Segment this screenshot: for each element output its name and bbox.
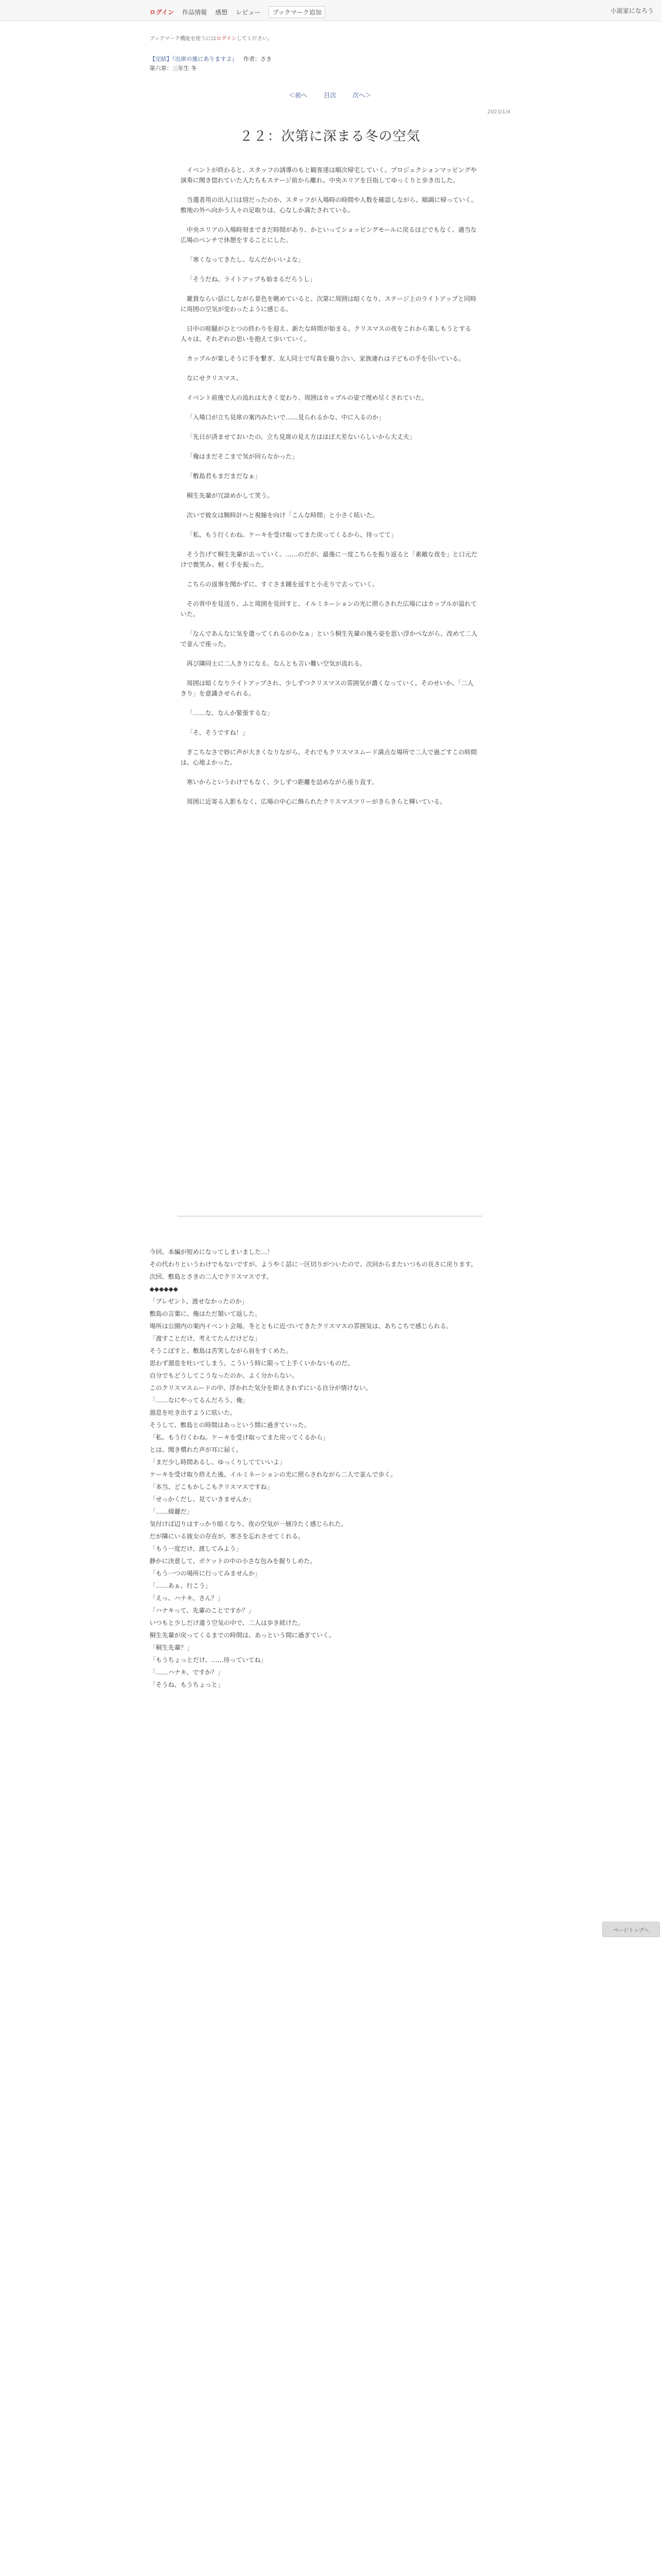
body-paragraph: 日中の喧騒がひとつの終わりを迎え、新たな時間が始まる。クリスマスの夜をこれから楽しもうとする人々は、それぞれの思いを抱えて歩いていく。: [180, 325, 472, 343]
site-brand[interactable]: 小説家になろう: [610, 7, 654, 14]
body-paragraph: その背中を見送り、ふと周囲を見回すと、イルミネーションの光に照らされた広場にはカップルが溢れていた。: [180, 600, 477, 618]
afterword-paragraph: そうして、敷島との時間はあっという間に過ぎていった。: [150, 1421, 310, 1429]
afterword-paragraph: 「……あぁ、行こう」: [150, 1582, 211, 1589]
afterword-paragraph: 溜息を吐き出すように呟いた。: [150, 1409, 237, 1416]
bookmark-login-link[interactable]: ログイン: [216, 36, 237, 42]
body-paragraph: 雑貨ならい話にしながら景色を眺めていると、次第に周囲は暗くなり、ステージ上のライトアップと同時に周囲の空気が変わったように感じる。: [180, 295, 476, 313]
prev-chapter-link[interactable]: ＜前へ: [289, 92, 308, 99]
afterword-paragraph: 「……なにやってるんだろう、俺」: [150, 1397, 249, 1404]
afterword-paragraph: 静かに決意して、ポケットの中の小さな包みを握りしめた。: [150, 1557, 317, 1565]
series-info: [150, 55, 272, 63]
author-link[interactable]: 作者：さき: [243, 56, 272, 62]
afterword-paragraph: このクリスマスムードの中、浮かれた気分を抑えきれずにいる自分が情けない。: [150, 1384, 372, 1392]
afterword-paragraph: 今回、本編が短めになってしまいました…！: [150, 1248, 274, 1256]
body-paragraph: イベントが終わると、スタッフの誘導のもと観客達は順次帰宅していく。プロジェクションマッピングや演奏に聞き惚れていた人たちもステージ前から離れ、中央エリアを目指してゆっくりと歩き出した。: [180, 166, 477, 184]
body-paragraph: 「そ、そうですね！」: [187, 729, 249, 736]
afterword-paragraph: 思わず溜息を吐いてしまう。こういう時に限って上手くいかないものだ。: [150, 1360, 354, 1367]
afterword-paragraph: 「私、もう行くわね。ケーキを受け取ってまた戻ってくるから」: [150, 1434, 329, 1441]
page-top-button[interactable]: ページトップへ: [602, 1922, 660, 1937]
bookmark-notice-suffix: してください。: [236, 36, 273, 42]
afterword-paragraph: 「せっかくだし、見ていきませんか」: [150, 1496, 255, 1503]
body-paragraph: 「敷島君もまだまだなぁ」: [187, 472, 261, 480]
body-paragraph: イベント前後で人の流れは大きく変わり、周囲はカップルの姿で埋め尽くされていた。: [187, 394, 428, 401]
publish-date: 2023/1/4: [487, 109, 510, 115]
afterword-paragraph: ◆◆◆◆◆◆: [150, 1285, 178, 1293]
body-paragraph: 当選者用の出入口は別だったのか、スタッフが入場時の時間や人数を確認しながら、順調に帰っていく。敷地の外へ向かう人々の足取りは、心なしか満たされている。: [180, 196, 477, 214]
table-of-contents-link[interactable]: 目次: [323, 92, 336, 99]
chapter-body: [180, 165, 479, 816]
afterword-paragraph: 「もう一度だけ、渡してみよう」: [150, 1545, 242, 1552]
afterword: [150, 1247, 510, 1692]
body-paragraph: 「なんであんなに気を遣ってくれるのかなぁ」という桐生先輩の後ろ姿を思い浮かべながら、改めて二人で並んで座った。: [180, 630, 478, 648]
afterword-paragraph: 場所は公園内の案内イベント会場。冬とともに近づいてきたクリスマスの雰囲気は、あちこちで感じられる。: [150, 1323, 453, 1330]
afterword-paragraph: 「そうね、もうちょっと」: [150, 1681, 224, 1688]
body-paragraph: 「先日が済ませておいたの。立ち見席の見え方はほぼ大差ないらしいから大丈夫」: [187, 433, 416, 440]
next-chapter-link[interactable]: 次へ＞: [352, 92, 371, 99]
afterword-paragraph: 「渡すことだけ、考えてたんだけどな」: [150, 1335, 261, 1342]
afterword-paragraph: 自分でもどうしてこうなったのか、よく分からない。: [150, 1372, 299, 1379]
bookmark-notice-text: ブックマーク機能を使うには: [150, 36, 217, 42]
afterword-paragraph: 次回、敷島とさきの二人でクリスマスです。: [150, 1273, 273, 1280]
body-paragraph: 周囲は暗くなりライトアップされ、少しずつクリスマスの雰囲気が濃くなっていく。そのせいか、「二人きり」を意識させられる。: [180, 680, 474, 697]
top-nav-menu: [150, 6, 325, 18]
body-paragraph: 寒いからというわけでもなく、少しずつ距離を詰めながら座り直す。: [187, 778, 378, 786]
afterword-paragraph: とは、聞き慣れた声が耳に届く。: [150, 1446, 242, 1453]
top-navigation-bar: [0, 0, 662, 21]
afterword-paragraph: 桐生先輩が戻ってくるまでの時間は、あっという間に過ぎていく。: [150, 1632, 335, 1639]
body-paragraph: こちらの返事を聞かずに、すぐさま踵を返すと小走りで去っていく。: [187, 581, 378, 588]
body-paragraph: 「そうだね。ライトアップも始まるだろうし」: [187, 276, 316, 283]
chapter-pager: [150, 91, 510, 99]
afterword-paragraph: いつもと少しだけ違う空気の中で、二人は歩き続けた。: [150, 1619, 304, 1626]
afterword-paragraph: 「桐生先輩？」: [150, 1644, 193, 1651]
nav-item-impressions[interactable]: 感想: [215, 9, 228, 16]
body-paragraph: ぎこちなさで妙に声が大きくなりながら、それでもクリスマスムード満点な場所で二人で過ごすこの時間は、心地よかった。: [180, 749, 477, 766]
body-paragraph: カップルが楽しそうに手を繋ぎ、友人同士で写真を撮り合い、家族連れは子どもの手を引いている。: [187, 355, 465, 362]
afterword-paragraph: ケーキを受け取り終えた後、イルミネーションの光に照らされながら二人で並んで歩く。: [150, 1471, 397, 1478]
afterword-paragraph: 「……ハナキ、ですか？」: [150, 1669, 224, 1676]
nav-item-work-info[interactable]: 作品情報: [182, 9, 207, 16]
body-paragraph: 「寒くなってきたし、なんだかいいよな」: [187, 256, 305, 263]
body-paragraph: 「……な、なんか緊張するな」: [187, 709, 274, 717]
body-paragraph: 中央エリアの入場時刻までまだ時間があり、かといってショッピングモールに戻るほどでもなく、適当な広場のベンチで休憩をすることにした。: [180, 226, 477, 244]
afterword-paragraph: そうこぼすと、敷島は苦笑しながら肩をすくめた。: [150, 1347, 292, 1354]
afterword-paragraph: 「……綺麗だ」: [150, 1508, 193, 1515]
body-paragraph: 「俺はまだそこまで気が回らなかった」: [187, 453, 299, 460]
afterword-paragraph: 敷島の言葉に、俺はただ頷いて返した。: [150, 1310, 261, 1317]
nav-item-reviews[interactable]: レビュー: [236, 9, 261, 16]
afterword-paragraph: 気付けば辺りはすっかり暗くなり、夜の空気が一層冷たく感じられた。: [150, 1520, 347, 1528]
afterword-paragraph: 「もうちょっとだけ、……待っていてね」: [150, 1656, 267, 1664]
afterword-paragraph: だが隣にいる彼女の存在が、寒さを忘れさせてくれる。: [150, 1533, 305, 1540]
afterword-paragraph: 「まだ少し時間あるし、ゆっくりしてていいよ」: [150, 1459, 286, 1466]
body-paragraph: そう告げて桐生先輩が去っていく。……のだが、最後に一度こちらを振り返ると「素敵な夜を」と口元だけで微笑み、軽く手を振った。: [180, 551, 477, 568]
body-paragraph: なにせクリスマス。: [187, 375, 242, 382]
series-title-link[interactable]: 【完結】『出席の後にありますよ』: [150, 56, 238, 62]
bookmark-add-button[interactable]: ブックマーク追加: [269, 6, 325, 18]
body-paragraph: 「入場口が立ち見席の案内みたいで……見られるかな、中に入るのか」: [187, 414, 385, 421]
body-paragraph: 再び隣同士に二人きりになる。なんとも言い難い空気が流れる。: [187, 660, 367, 667]
afterword-paragraph: 「本当、どこもかしこもクリスマスですね」: [150, 1483, 273, 1490]
afterword-paragraph: 「プレゼント、渡せなかったのか」: [150, 1298, 248, 1305]
afterword-paragraph: 「もう一つの場所に行ってみませんか」: [150, 1570, 261, 1577]
afterword-paragraph: 「えっ、ハナキ、さん？」: [150, 1595, 224, 1602]
body-paragraph: 周囲に近寄る人影もなく、広場の中心に飾られたクリスマスツリーがきらきらと輝いている。: [187, 798, 446, 805]
afterword-paragraph: その代わりというわけでもないですが、ようやく話に一区切りがついたので、次回からまたいつもの長さに戻ります。: [150, 1261, 477, 1268]
bookmark-notice: [150, 34, 273, 42]
body-paragraph: 「私、もう行くわね。ケーキを受け取ってまた戻ってくるから、待ってて」: [187, 531, 398, 538]
body-paragraph: 次いで彼女は腕時計へと視線を向け「こんな時間」と小さく呟いた。: [187, 512, 379, 519]
body-paragraph: 桐生先輩が冗談めかして笑う。: [187, 492, 274, 499]
afterword-paragraph: 「ハナキって、先輩のことですか？」: [150, 1607, 255, 1614]
chapter-title: ２２：次第に深まる冬の空気: [239, 129, 421, 144]
chapter-group-label: 第六章：三年生 冬: [150, 65, 197, 72]
login-link[interactable]: ログイン: [150, 9, 174, 16]
